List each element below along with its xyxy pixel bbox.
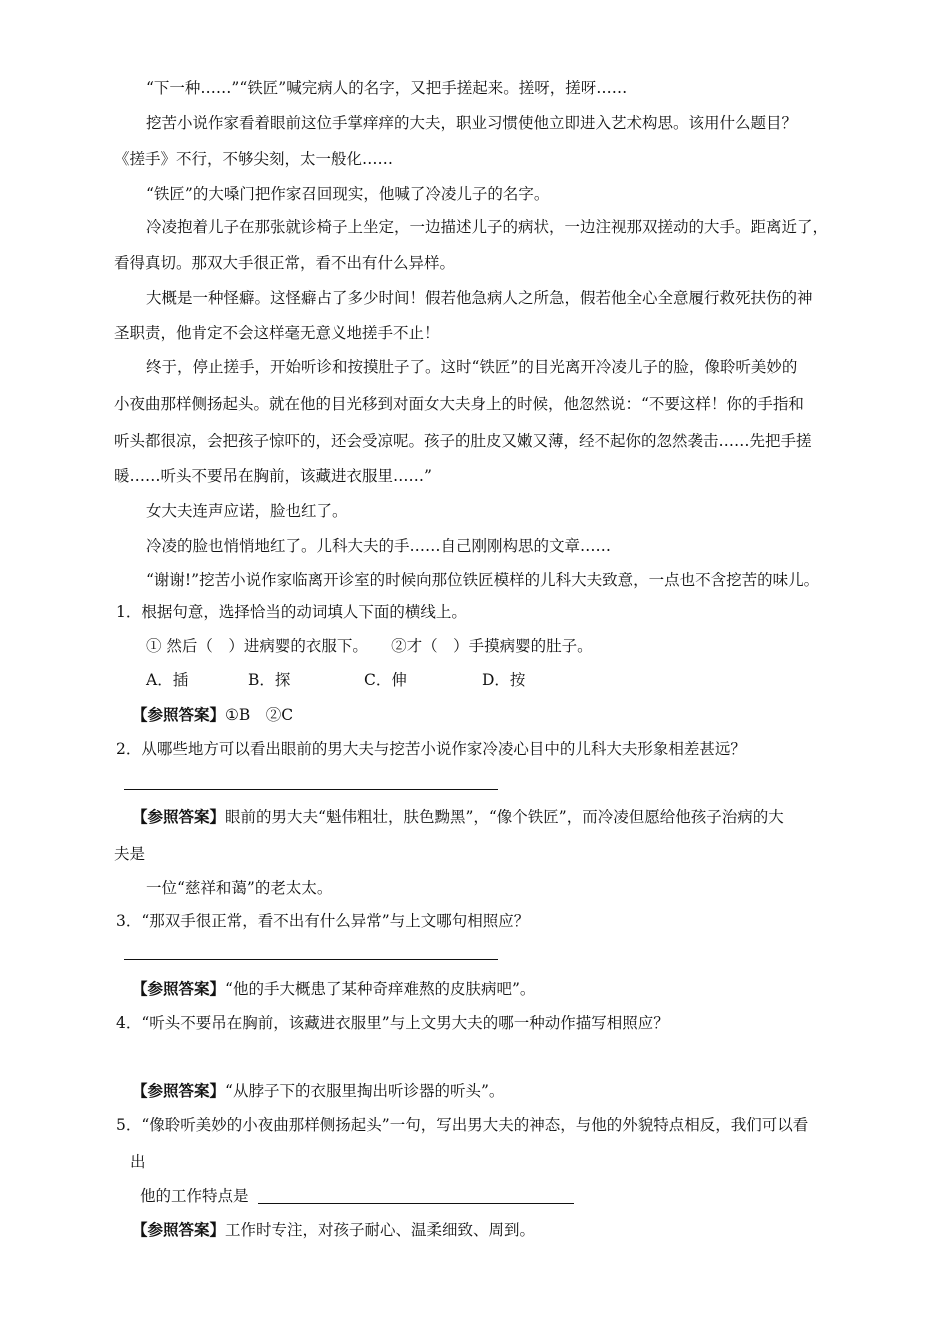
answer-label: 【参照答案】 [132,1081,226,1100]
answer-text: 眼前的男大夫“魁伟粗壮，肤色黝黑”，“像个铁匠”，而冷凌但愿给他孩子治病的大 [225,808,784,826]
answer-line [124,789,498,790]
answer-text: “从脖子下的衣服里掏出听诊器的听头”。 [225,1082,505,1100]
passage-line: “谢谢!”挖苦小说作家临离开诊室的时候向那位铁匠模样的儿科大夫致意，一点也不含挖苦的味儿。 [146,571,820,589]
answer-4 [132,1081,504,1101]
passage-line: 暖……听头不要吊在胸前，该藏进衣服里……” [114,467,432,485]
answer-label: 【参照答案】 [132,705,226,724]
question-2: 2．从哪些地方可以看出眼前的男大夫与挖苦小说作家冷凌心目中的儿科大夫形象相差甚远？ [116,740,746,758]
passage-line: 冷凌的脸也悄悄地红了。儿科大夫的手……自己刚刚构思的文章…… [146,537,612,555]
question-5: 5．“像聆听美妙的小夜曲那样侧扬起头”一句，写出男大夫的神态，与他的外貌特点相反，我们可以看 [116,1116,809,1134]
question-1: 1．根据句意，选择恰当的动词填人下面的横线上。 [116,603,467,621]
passage-line: 挖苦小说作家看着眼前这位手掌痒痒的大夫，职业习惯使他立即进入艺术构思。该用什么题目？ [146,114,798,132]
answer-line [258,1203,574,1204]
passage-line: “铁匠”的大嗓门把作家召回现实，他喊了冷凌儿子的名字。 [146,185,550,203]
option-d: D．按 [482,671,526,689]
passage-line: 女大夫连声应诺，脸也红了。 [146,502,348,520]
passage-line: 终于，停止搓手，开始听诊和按摸肚子了。这时“铁匠”的目光离开冷凌儿子的脸，像聆听美妙的 [146,358,798,376]
answer-2-continuation: 一位“慈祥和蔼”的老太太。 [146,879,333,897]
answer-3 [132,979,535,999]
question-5-continuation: 出 [130,1153,146,1171]
passage-line: “下一种……”“铁匠”喊完病人的名字，又把手搓起来。搓呀，搓呀…… [146,79,628,97]
option-a: A．插 [146,671,189,689]
answer-label: 【参照答案】 [132,807,226,826]
answer-line [124,959,498,960]
answer-1 [132,705,293,725]
passage-line: 看得真切。那双大手很正常，看不出有什么异样。 [114,254,456,272]
answer-label: 【参照答案】 [132,979,226,998]
passage-line: 大概是一种怪癖。这怪癖占了多少时间！假若他急病人之所急，假若他全心全意履行救死扶伤的神 [146,289,813,307]
option-b: B．探 [248,671,291,689]
passage-line: 圣职责，他肯定不会这样毫无意义地搓手不止！ [114,324,440,342]
answer-text: “他的手大概患了某种奇痒难熬的皮肤病吧”。 [225,980,536,998]
passage-line: 小夜曲那样侧扬起头。就在他的目光移到对面女大夫身上的时候，他忽然说：“不要这样！你的手指和 [114,395,804,413]
answer-label: 【参照答案】 [132,1220,226,1239]
question-1-blanks: ① 然后（ ）进病婴的衣服下。 ②才（ ）手摸病婴的肚子。 [146,637,593,655]
passage-line: 《搓手》不行，不够尖刻，太一般化…… [114,150,394,168]
question-4: 4．“听头不要吊在胸前，该藏进衣服里”与上文男大夫的哪一种动作描写相照应？ [116,1014,669,1032]
answer-text: ①B ②C [225,706,294,724]
question-5-prompt: 他的工作特点是 [140,1187,249,1205]
option-c: C．伸 [364,671,407,689]
answer-2-continuation: 夫是 [114,845,146,863]
passage-line: 听头都很凉，会把孩子惊吓的，还会受凉呢。孩子的肚皮又嫩又薄，经不起你的忽然袭击……先把手搓 [114,432,812,450]
answer-5 [132,1220,535,1240]
answer-text: 工作时专注，对孩子耐心、温柔细致、周到。 [225,1221,536,1239]
question-3: 3．“那双手很正常，看不出有什么异常”与上文哪句相照应？ [116,912,530,930]
passage-line: 冷凌抱着儿子在那张就诊椅子上坐定，一边描述儿子的病状，一边注视那双搓动的大手。距离近了， [146,218,829,236]
answer-2 [132,807,784,827]
